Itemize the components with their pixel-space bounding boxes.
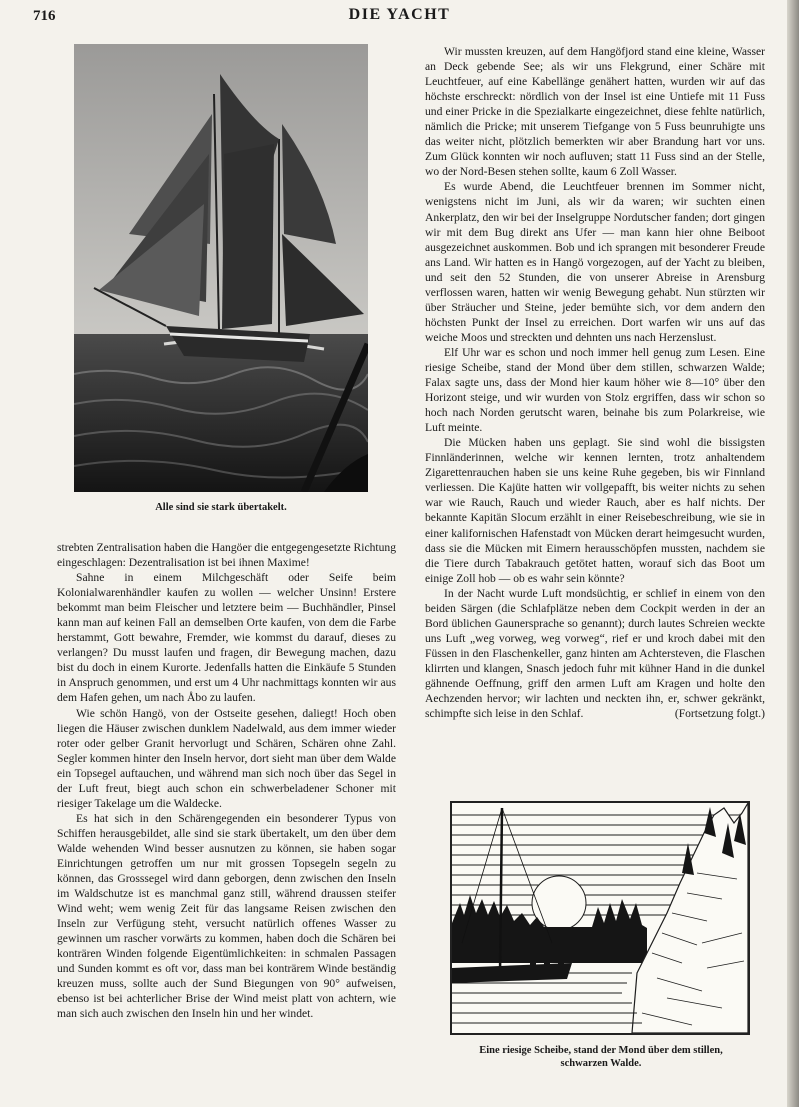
paragraph: strebten Zentralisation haben die Hangöer die entgegengesetzte Richtung eingeschlagen: Dezentralisation ist bei ihnen Maxime! [57,541,396,570]
drawing-caption-line: schwarzen Walde. [560,1058,642,1069]
paragraph: Elf Uhr war es schon und noch immer hell genug zum Lesen. Eine riesige Scheibe, stand der Mond über dem stillen, schwarzen Walde; Falax sagte uns, dass der Mond hier kaum höher wie 8—10° über den Horizont steige, und wir wurden von Stolz ergriffen, dass wir schon so hoch nach Norden gerutscht waren, beinahe bis zum Polarkreise, wie Luft meinte. [425,345,765,435]
paragraph [425,586,765,721]
photo-caption: Alle sind sie stark übertakelt. [155,502,287,513]
left-column [57,540,396,1022]
page-number: 716 [33,8,56,24]
moon-forest-drawing [450,801,750,1035]
schooner-photo [74,44,368,492]
paragraph: Wir mussten kreuzen, auf dem Hangöfjord stand eine kleine, Wasser an Deck gebende See; als wir uns Flekgrund, einer Schäre mit Leuchtfeuer, auf eine Kabellänge genähert hatten, wurden wir auf das höchste erschreckt: nördlich von der Insel ist eine Untiefe mit 11 Fuss und einer Pricke in die Spezialkarte eingezeichnet, diese fehlte natürlich, nämlich die Pricke; mit unserem Tiefgange von 5 Fuss beunruhigte uns das weiter nicht, plötzlich bemerkten wir aber Brandung hart vor uns. Zum Glück konnten wir noch aufluven; statt 11 Fuss sind an der Stelle, wo der Nord-Besen stehen sollte, kaum 6 Zoll Wasser. [425,45,765,179]
paragraph: Wie schön Hangö, von der Ostseite gesehen, daliegt! Hoch oben liegen die Häuser zwischen dunklem Nadelwald, aus dem immer wieder roter oder gelber Granit hervorlugt und Schären, Schären ohne Zahl. Segler kommen hinter den Inseln hervor, dort sieht man über dem Walde ein Topsegel auftauchen, und während man sich noch über das Segel in der Luft freut, biegt auch schon ein schwerbeladener Schoner mit riesiger Takelage um die Waldecke. [57,706,396,810]
running-head: DIE YACHT [348,6,451,23]
paragraph: Sahne in einem Milchgeschäft oder Seife beim Kolonialwarenhändler kaufen zu wollen — welcher Unsinn! Erstere bekommt man beim Fleischer und letztere beim — Buchhändler, Pinsel kann man auf keinen Fall an demselben Orte kaufen, von dem die Farbe herstammt, Gott bewahre, Fremder, wie kommst du darauf, dieses zu verlangen? Du musst laufen und fragen, dir Bewegung machen, dazu bist du doch in einem Kurorte. Jedenfalls hatten die Einkäufe 5 Stunden in Anspruch genommen, und erst um 4 Uhr nachmittags konnten wir aus dem Hafen gehen, um nach Åbo zu laufen. [57,571,396,705]
paragraph: Es hat sich in den Schärengegenden ein besonderer Typus von Schiffen herausgebildet, alle sind sie stark übertakelt, um den über dem Walde wehenden Wind besser ausnutzen zu können, sie haben sogar Einrichtungen getroffen um nur mit grossen Topsegeln segeln zu können, das Grosssegel wird dann geborgen, denn zwischen den Inseln im Waldschutze ist es manchmal ganz still, während draussen steifer Wind weht; wem wenig Zeit für das langsame Reisen zwischen den Inseln zur Verfügung steht, versucht natürlich offenes Wasser zu gewinnen um rascher vorwärts zu kommen, haben doch die Schären bei konträren Winden folgende Eigentümlichkeiten: in schmalen Passagen und Sunden kommt es oft vor, dass man bei konträrem Winde beständig kreuzen muss, sollte auch der Sund Biegungen von 90° aufweisen, ebenso ist bei achterlicher Brise der Wind meist platt von achtern, wie man sich auch zwischen den Inseln hin und her windet. [57,811,396,1021]
drawing-caption [445,1044,757,1070]
continuation-note: (Fortsetzung folgt.) [674,707,765,721]
paragraph: Die Mücken haben uns geplagt. Sie sind wohl die bissigsten Finnländerinnen, welche wir kennen lernten, trotz anhaltendem Zigarettenrauchen haben sie uns keine Ruhe gegeben, bis wir Finnland verliessen. Die Kajüte hatten wir vollgepafft, bis weiter nichts zu sehen war wie Rauch, Rauch und wieder Rauch, aber es half nichts. Der bekannte Kapitän Slocum erzählt in einer Reisebeschreibung, wie sie in einer kalifornischen Hafenstadt von Mücken derart heimgesucht wurden, dass sie die Mücken mit Eimern herausschöpfen mussten, nachdem sie die Tiere durch Tabakrauch getötet hatten, worauf sich das Boot um einige Zoll hob — ob es wahr sein könnte? [425,436,765,585]
right-column [425,44,765,721]
binding-edge [787,0,799,1107]
paragraph: Es wurde Abend, die Leuchtfeuer brennen im Sommer nicht, wenigstens nicht im Juni, als wir da waren; wir suchten einen Ankerplatz, den wir bei der Inselgruppe Nordutscher fanden; dort gingen wir mit dem Bug direkt ans Ufer — man kann hier ohne Beiboot ausgezeichnet auskommen. Bob und ich sprangen mit besonderer Freude ans Land. Wir hatten es in Hangö vorgezogen, auf der Yacht zu bleiben, und seit den 52 Stunden, die von unserer Abreise in Arensburg verflossen waren, hatten wir wenig Bewegung gehabt. Nun stürzten wir über Sträucher und Steine, jeder bemühte sich, vor dem andern den höchsten Punkt der Insel zu erreichen. Dort warfen wir uns auf das weiche Moos und streckten und dehnten uns nach Herzenslust. [425,180,765,344]
paragraph-text: In der Nacht wurde Luft mondsüchtig, er schlief in einem von den beiden Särgen (die Schlafplätze neben dem Cockpit werden in der an Bord üblichen Gaunersprache so genannt); durch lautes Schreien weckte uns Luft „weg vorweg, weg vorweg“, rief er und kroch dabei mit den Füssen in den Flaschenkeller, ganz hinten am Achtersteven, die Flaschen klirrten und klangen, Snasch jedoch fuhr mit kühner Hand in die dunkel gähnende Oeffnung, griff den armen Luft am Kragen und holte den Aechzenden hervor; wir lachten und neckten ihn, er, schwer gekränkt, schimpfte sich leise in den Schlaf. [425,586,765,721]
drawing-caption-line: Eine riesige Scheibe, stand der Mond über dem stillen, [479,1045,723,1056]
